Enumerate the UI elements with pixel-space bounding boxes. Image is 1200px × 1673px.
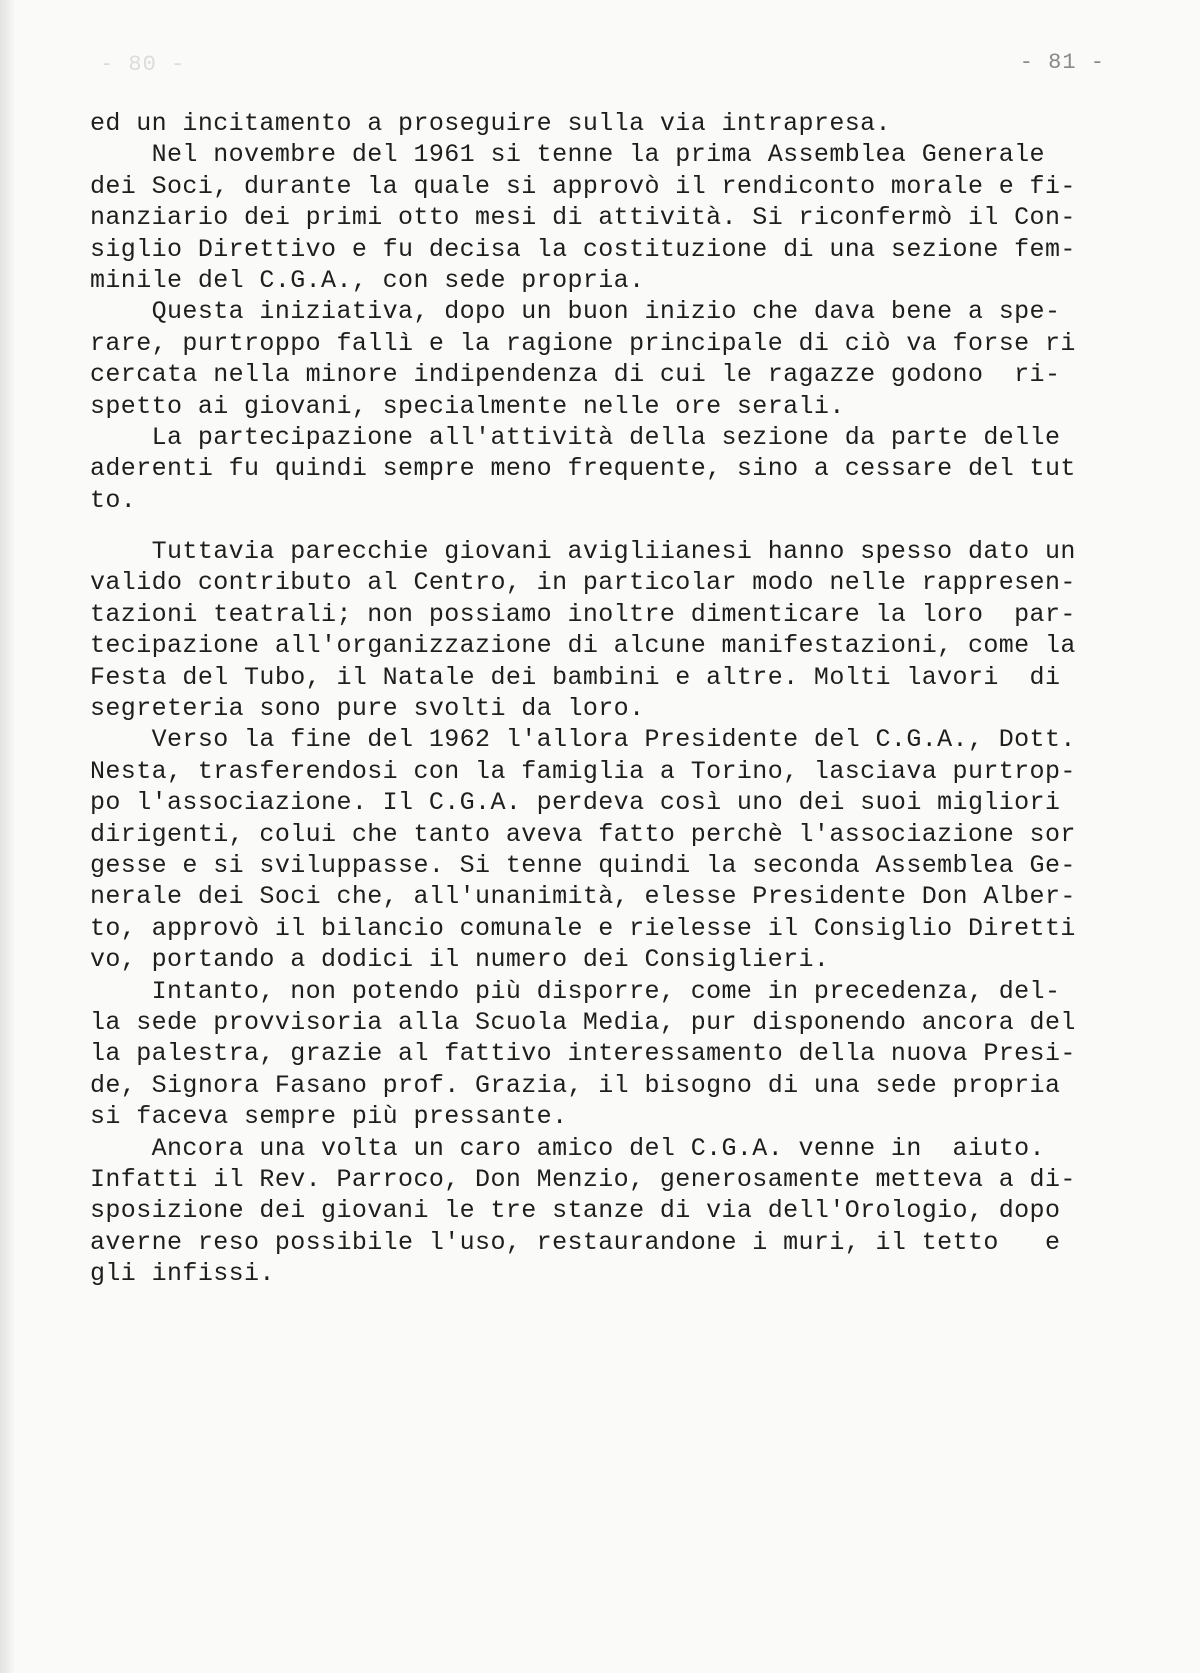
text-line: valido contributo al Centro, in particolar modo nelle rappresen-: [90, 568, 1076, 598]
text-line: tazioni teatrali; non possiamo inoltre dimenticare la loro par-: [90, 599, 1076, 629]
text-line: de, Signora Fasano prof. Grazia, il bisogno di una sede propria: [90, 1070, 1061, 1100]
text-line: segreteria sono pure svolti da loro.: [90, 694, 645, 724]
text-line: si faceva sempre più pressante.: [90, 1102, 568, 1132]
page-number: - 81 -: [1019, 50, 1105, 75]
text-line: dei Soci, durante la quale si approvò il rendiconto morale e fi-: [90, 171, 1076, 201]
text-line: tecipazione all'organizzazione di alcune manifestazioni, come la: [90, 631, 1076, 661]
paragraph-gap: [90, 516, 1130, 536]
text-line: sposizione dei giovani le tre stanze di via dell'Orologio, dopo: [90, 1196, 1061, 1226]
text-line: spetto ai giovani, specialmente nelle ore serali.: [90, 391, 845, 421]
text-line: nerale dei Soci che, all'unanimità, elesse Presidente Don Alber-: [90, 882, 1076, 912]
text-line: to, approvò il bilancio comunale e rielesse il Consiglio Diretti: [90, 913, 1076, 943]
text-line: Ancora una volta un caro amico del C.G.A. venne in aiuto.: [90, 1133, 1045, 1163]
text-line: Nesta, trasferendosi con la famiglia a Torino, lasciava purtrop-: [90, 756, 1076, 786]
scan-edge-shadow: [0, 0, 16, 1673]
text-line: dirigenti, colui che tanto aveva fatto perchè l'associazione sor: [90, 819, 1076, 849]
text-line: gesse e si sviluppasse. Si tenne quindi la seconda Assemblea Ge-: [90, 850, 1076, 880]
text-line: siglio Direttivo e fu decisa la costituzione di una sezione fem-: [90, 234, 1076, 264]
text-line: gli infissi.: [90, 1259, 275, 1289]
text-line: la sede provvisoria alla Scuola Media, pur disponendo ancora del: [90, 1007, 1076, 1037]
text-line: Questa iniziativa, dopo un buon inizio che dava bene a spe-: [90, 297, 1061, 327]
text-line: minile del C.G.A., con sede propria.: [90, 265, 645, 295]
text-line: Nel novembre del 1961 si tenne la prima Assemblea Generale: [90, 140, 1045, 170]
body-text: [90, 108, 1130, 1289]
text-line: Festa del Tubo, il Natale dei bambini e altre. Molti lavori di: [90, 662, 1061, 692]
text-line: La partecipazione all'attività della sezione da parte delle: [90, 422, 1061, 452]
faded-page-number: - 80 -: [100, 52, 186, 77]
text-line: averne reso possibile l'uso, restaurandone i muri, il tetto e: [90, 1227, 1061, 1257]
text-line: cercata nella minore indipendenza di cui le ragazze godono ri-: [90, 360, 1061, 390]
text-line: ed un incitamento a proseguire sulla via intrapresa.: [90, 109, 891, 138]
text-line: po l'associazione. Il C.G.A. perdeva così uno dei suoi migliori: [90, 788, 1061, 818]
text-line: Infatti il Rev. Parroco, Don Menzio, generosamente metteva a di-: [90, 1164, 1076, 1194]
text-line: Intanto, non potendo più disporre, come in precedenza, del-: [90, 976, 1061, 1006]
text-line: la palestra, grazie al fattivo interessamento della nuova Presi-: [90, 1039, 1076, 1069]
text-line: nanziario dei primi otto mesi di attività. Si riconfermò il Con-: [90, 203, 1076, 233]
text-line: aderenti fu quindi sempre meno frequente, sino a cessare del tut: [90, 454, 1076, 484]
text-line: Tuttavia parecchie giovani avigliianesi hanno spesso dato un: [90, 537, 1076, 567]
text-line: Verso la fine del 1962 l'allora Presidente del C.G.A., Dott.: [90, 725, 1076, 755]
text-line: to.: [90, 485, 137, 515]
text-line: vo, portando a dodici il numero dei Consiglieri.: [90, 945, 830, 975]
text-line: rare, purtroppo fallì e la ragione principale di ciò va forse ri: [90, 328, 1076, 358]
